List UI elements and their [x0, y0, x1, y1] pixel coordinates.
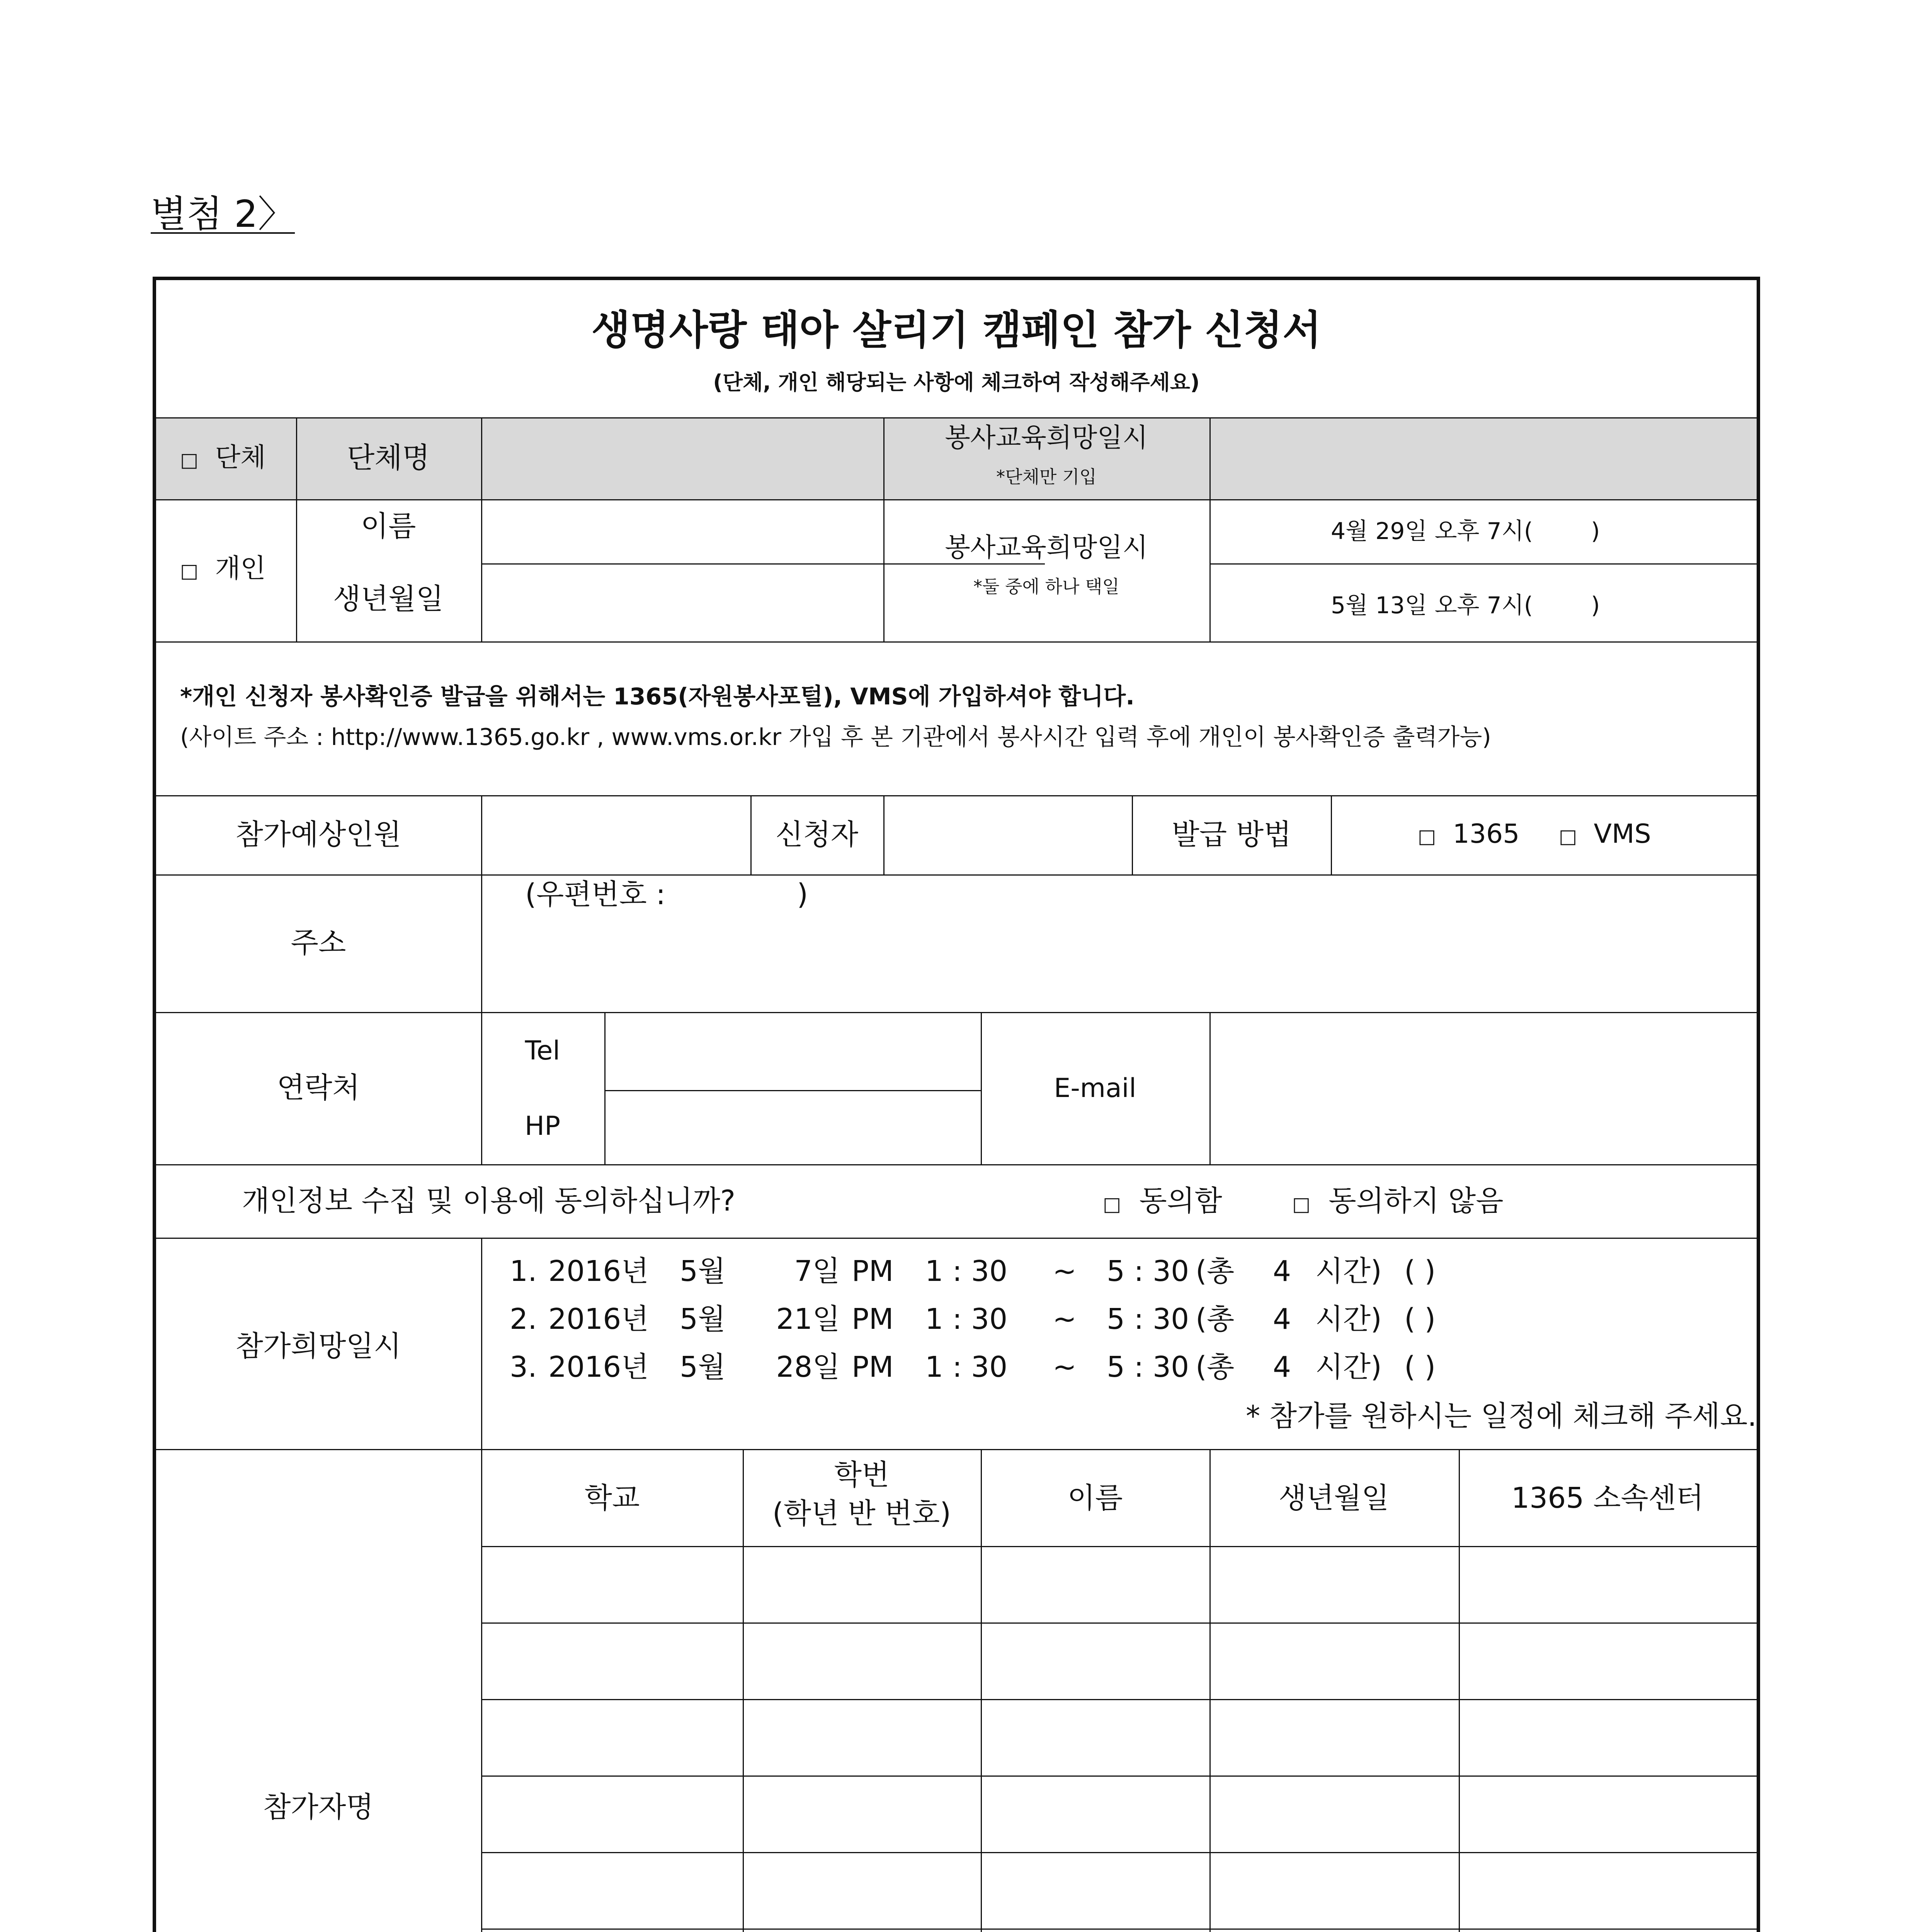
- rule: [1209, 563, 1757, 565]
- col-center: 1365 소속센터: [1511, 1481, 1704, 1515]
- rule: [156, 499, 1757, 500]
- edu-option-1[interactable]: 4월 29일 오후 7시( ): [1331, 518, 1600, 545]
- group-option[interactable]: □ 단체: [180, 442, 266, 473]
- rule: [156, 1012, 1757, 1013]
- group-name-field[interactable]: [645, 434, 807, 480]
- schedule-option[interactable]: 1. 2016년 5월 7일 PM 1 : 30 ~ 5 : 30 (총 4 시간) ( ): [510, 1255, 1436, 1288]
- schedule-label: 참가희망일시: [235, 1330, 401, 1363]
- form-title: 생명사랑 태아 살리기 캠페인 참가 신청서: [591, 306, 1322, 354]
- rule: [296, 499, 297, 641]
- participants-grid[interactable]: [483, 1548, 1757, 1932]
- consent-disagree[interactable]: □ 동의하지 않음: [1292, 1184, 1504, 1218]
- notice-line-1: *개인 신청자 봉사확인증 발급을 위해서는 1365(자원봉사포털), VMS에 가입하셔야 합니다.: [180, 683, 1135, 710]
- rule: [156, 1449, 1757, 1450]
- rule: [481, 1449, 482, 1932]
- rule: [156, 417, 1757, 418]
- rule: [1209, 1012, 1211, 1164]
- contact-label: 연락처: [277, 1071, 360, 1104]
- rule: [481, 1238, 482, 1449]
- individual-name-label: 이름: [361, 510, 416, 543]
- rule: [481, 795, 482, 874]
- tel-label: Tel: [525, 1036, 560, 1066]
- rule: [156, 641, 1757, 643]
- issue-option-1365[interactable]: □ 1365: [1418, 819, 1520, 849]
- col-name: 이름: [1067, 1481, 1123, 1515]
- tel-field[interactable]: [612, 1018, 971, 1084]
- notice-line-2: (사이트 주소 : http://www.1365.go.kr , www.vms.or.kr 가입 후 본 기관에서 봉사시간 입력 후에 개인이 봉사확인증 출력가능): [180, 724, 1491, 751]
- rule: [604, 1090, 981, 1091]
- email-field[interactable]: [1219, 1018, 1748, 1157]
- issue-option-vms[interactable]: □ VMS: [1559, 819, 1651, 849]
- checkbox-icon[interactable]: □: [180, 560, 199, 582]
- hp-label: HP: [524, 1111, 561, 1141]
- group-edu-note: *단체만 기입: [996, 466, 1097, 487]
- rule: [296, 417, 297, 499]
- rule: [481, 1546, 1757, 1547]
- individual-edu-note: *둘 중에 하나 택일: [973, 576, 1119, 597]
- consent-agree[interactable]: □ 동의함: [1103, 1184, 1222, 1218]
- group-name-label: 단체명: [347, 441, 430, 474]
- checkbox-icon[interactable]: □: [1103, 1193, 1121, 1215]
- consent-question: 개인정보 수집 및 이용에 동의하십니까?: [242, 1184, 736, 1218]
- form-subtitle: (단체, 개인 해당되는 사항에 체크하여 작성해주세요): [713, 370, 1200, 395]
- schedule-option[interactable]: 2. 2016년 5월 21일 PM 1 : 30 ~ 5 : 30 (총 4 시간) ( ): [510, 1303, 1436, 1336]
- applicant-field[interactable]: [890, 802, 1122, 867]
- checkbox-icon[interactable]: □: [1418, 825, 1436, 847]
- rule: [156, 795, 1757, 796]
- rule: [1331, 795, 1332, 874]
- attachment-label: 별첨 2〉: [151, 192, 295, 236]
- individual-name-field[interactable]: [492, 508, 871, 554]
- applicant-label: 신청자: [775, 818, 859, 851]
- rule: [981, 1012, 982, 1164]
- rule: [481, 874, 482, 1012]
- schedule-note: * 참가를 원하시는 일정에 체크해 주세요.: [1246, 1400, 1757, 1433]
- expected-count-field[interactable]: [488, 802, 743, 867]
- rule: [1209, 417, 1211, 641]
- rule: [604, 1012, 606, 1164]
- edu-option-2[interactable]: 5월 13일 오후 7시( ): [1331, 592, 1600, 619]
- individual-birth-field[interactable]: [492, 574, 871, 632]
- individual-option[interactable]: □ 개인: [180, 553, 266, 584]
- schedule-option[interactable]: 3. 2016년 5월 28일 PM 1 : 30 ~ 5 : 30 (총 4 시간) ( ): [510, 1350, 1436, 1384]
- individual-birth-label: 생년월일: [333, 582, 444, 616]
- checkbox-icon[interactable]: □: [1559, 825, 1577, 847]
- email-label: E-mail: [1054, 1073, 1136, 1104]
- col-student-number-detail: (학년 반 번호): [772, 1497, 951, 1530]
- address-label: 주소: [291, 926, 346, 959]
- col-school: 학교: [584, 1481, 640, 1515]
- rule: [481, 1012, 482, 1164]
- rule: [481, 417, 482, 641]
- individual-edu-label: 봉사교육희망일시: [945, 532, 1148, 563]
- address-field[interactable]: [488, 922, 1748, 1007]
- rule: [883, 795, 885, 874]
- rule: [156, 1238, 1757, 1239]
- rule: [1132, 795, 1133, 874]
- checkbox-icon[interactable]: □: [180, 449, 199, 471]
- col-student-number: 학번: [834, 1458, 890, 1492]
- checkbox-icon[interactable]: □: [1292, 1193, 1311, 1215]
- issue-method-label: 발급 방법: [1172, 818, 1291, 851]
- application-form: [153, 277, 1760, 1932]
- hp-field[interactable]: [612, 1095, 971, 1157]
- expected-count-label: 참가예상인원: [235, 818, 401, 851]
- rule: [883, 417, 885, 641]
- col-birthdate: 생년월일: [1279, 1481, 1389, 1515]
- participants-label: 참가자명: [263, 1791, 374, 1824]
- rule: [750, 795, 752, 874]
- rule: [156, 874, 1757, 876]
- rule: [156, 1164, 1757, 1165]
- postal-code[interactable]: (우편번호 : ): [525, 878, 808, 911]
- rule: [481, 563, 1045, 565]
- group-edu-label: 봉사교육희망일시: [945, 423, 1148, 453]
